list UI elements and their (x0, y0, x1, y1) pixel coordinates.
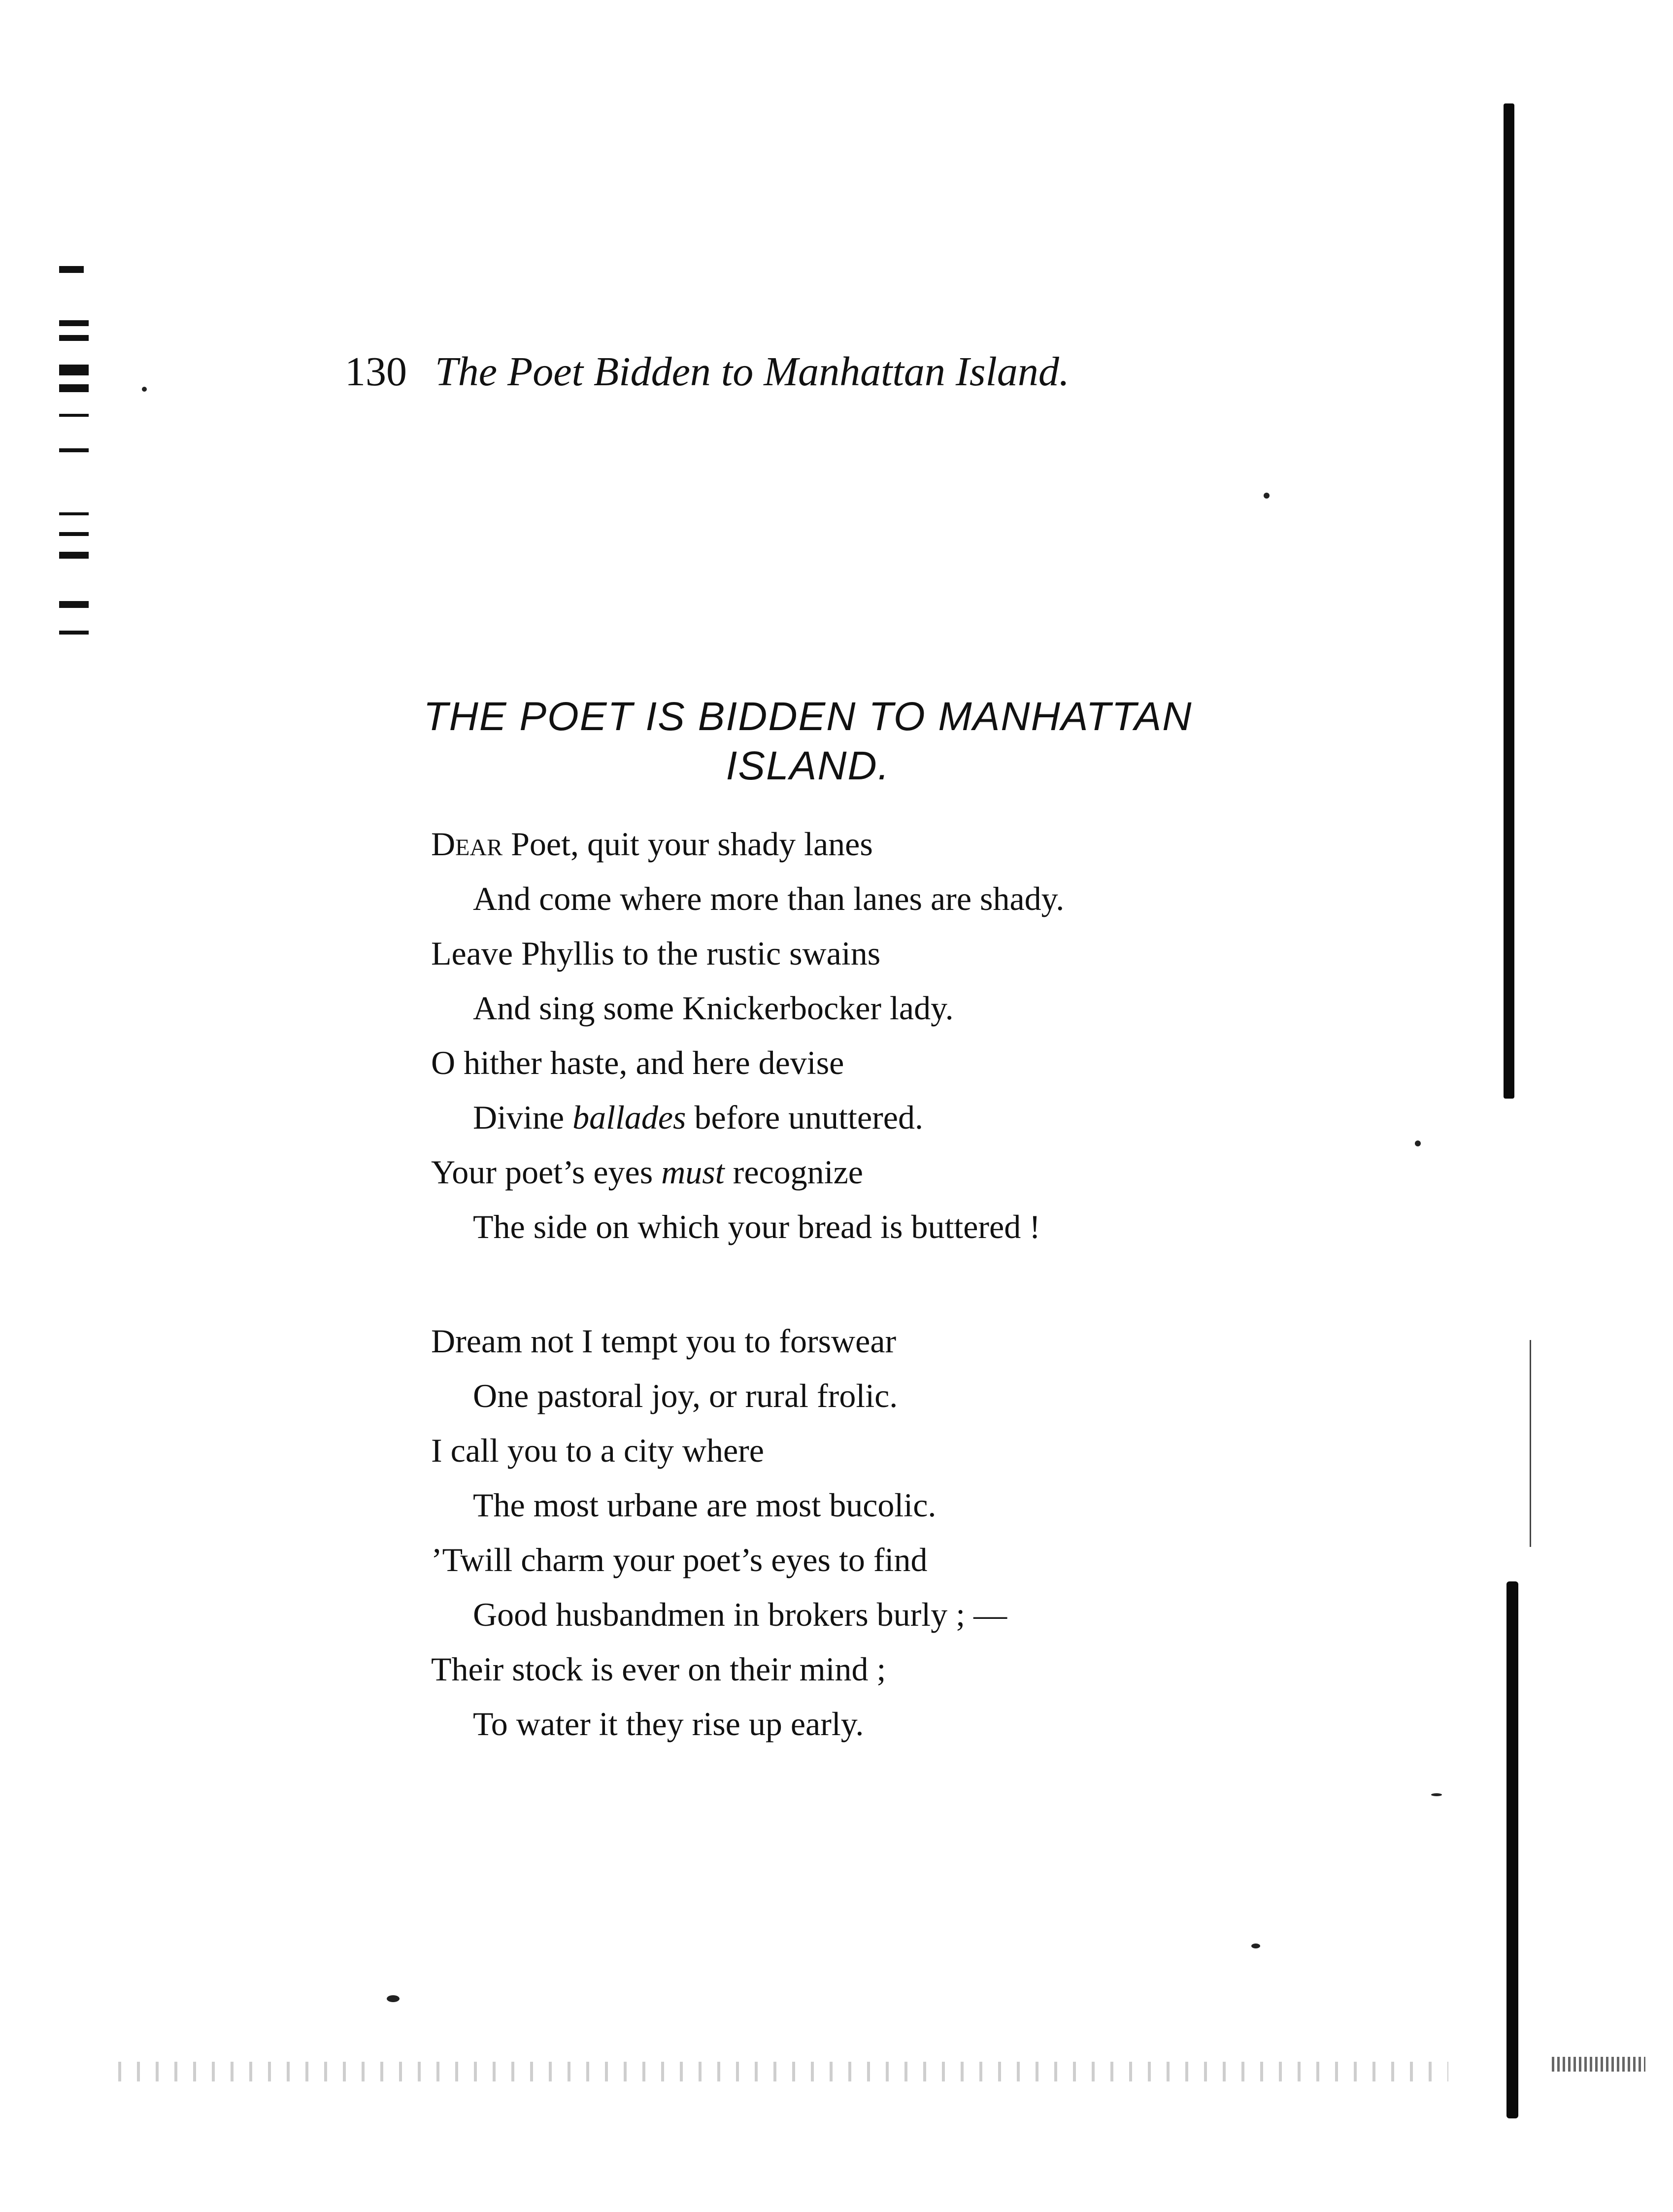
italic-word: must (661, 1153, 725, 1191)
poem-line: One pastoral joy, or rural frolic. (473, 1377, 898, 1414)
poem-line-text: Poet, quit your shady lanes (502, 825, 873, 863)
poem-line-text: Divine (473, 1099, 573, 1136)
poem-line: Good husbandmen in brokers burly ; — (473, 1596, 1007, 1633)
poem-line (431, 1090, 1064, 1145)
drop-cap-word: Dear (431, 825, 503, 863)
poem-line: The side on which your bread is buttered ! (473, 1208, 1040, 1245)
poem-line: O hither haste, and here devise (431, 1044, 844, 1081)
poem-line: Dream not I tempt you to forswear (431, 1322, 897, 1360)
scan-noise (1552, 2057, 1645, 2072)
poem-title (365, 692, 1251, 791)
poem-line-text: recognize (724, 1153, 863, 1191)
page-number: 130 (345, 349, 407, 395)
ink-speck (1415, 1140, 1421, 1146)
poem-title-line-2: ISLAND. (726, 743, 890, 788)
poem-line (431, 1145, 1064, 1200)
poem-title-line-1: THE POET IS BIDDEN TO MANHATTAN (423, 694, 1193, 739)
scan-noise (118, 2062, 1448, 2081)
running-title: The Poet Bidden to Manhattan Island. (435, 349, 1070, 395)
poem-line: And sing some Knickerbocker lady. (473, 989, 954, 1027)
running-header (345, 345, 1070, 399)
poem-line: To water it they rise up early. (473, 1705, 864, 1743)
poem-line: Leave Phyllis to the rustic swains (431, 935, 881, 972)
poem-line: And come where more than lanes are shady. (473, 880, 1065, 917)
binding-line (1530, 1340, 1531, 1547)
poem-line-text: Your poet’s eyes (431, 1153, 662, 1191)
ink-speck (387, 1995, 400, 2002)
binding-shadow-bottom (1506, 1581, 1518, 2118)
ink-speck (1264, 493, 1270, 499)
stanza (431, 817, 1064, 1254)
poem-line: I call you to a city where (431, 1432, 764, 1469)
poem-line: ’Twill charm your poet’s eyes to find (431, 1541, 928, 1578)
italic-word: ballades (572, 1099, 686, 1136)
edge-scan-marks (59, 266, 99, 650)
ink-speck (1431, 1793, 1442, 1796)
poem-line (431, 817, 1064, 871)
ink-speck (1251, 1944, 1260, 1948)
binding-shadow-top (1504, 103, 1514, 1099)
poem-line: The most urbane are most bucolic. (473, 1486, 937, 1524)
stanza (431, 1314, 1007, 1751)
poem-line: Their stock is ever on their mind ; (431, 1650, 886, 1688)
poem-line-text: before unuttered. (686, 1099, 923, 1136)
ink-speck (142, 387, 147, 392)
